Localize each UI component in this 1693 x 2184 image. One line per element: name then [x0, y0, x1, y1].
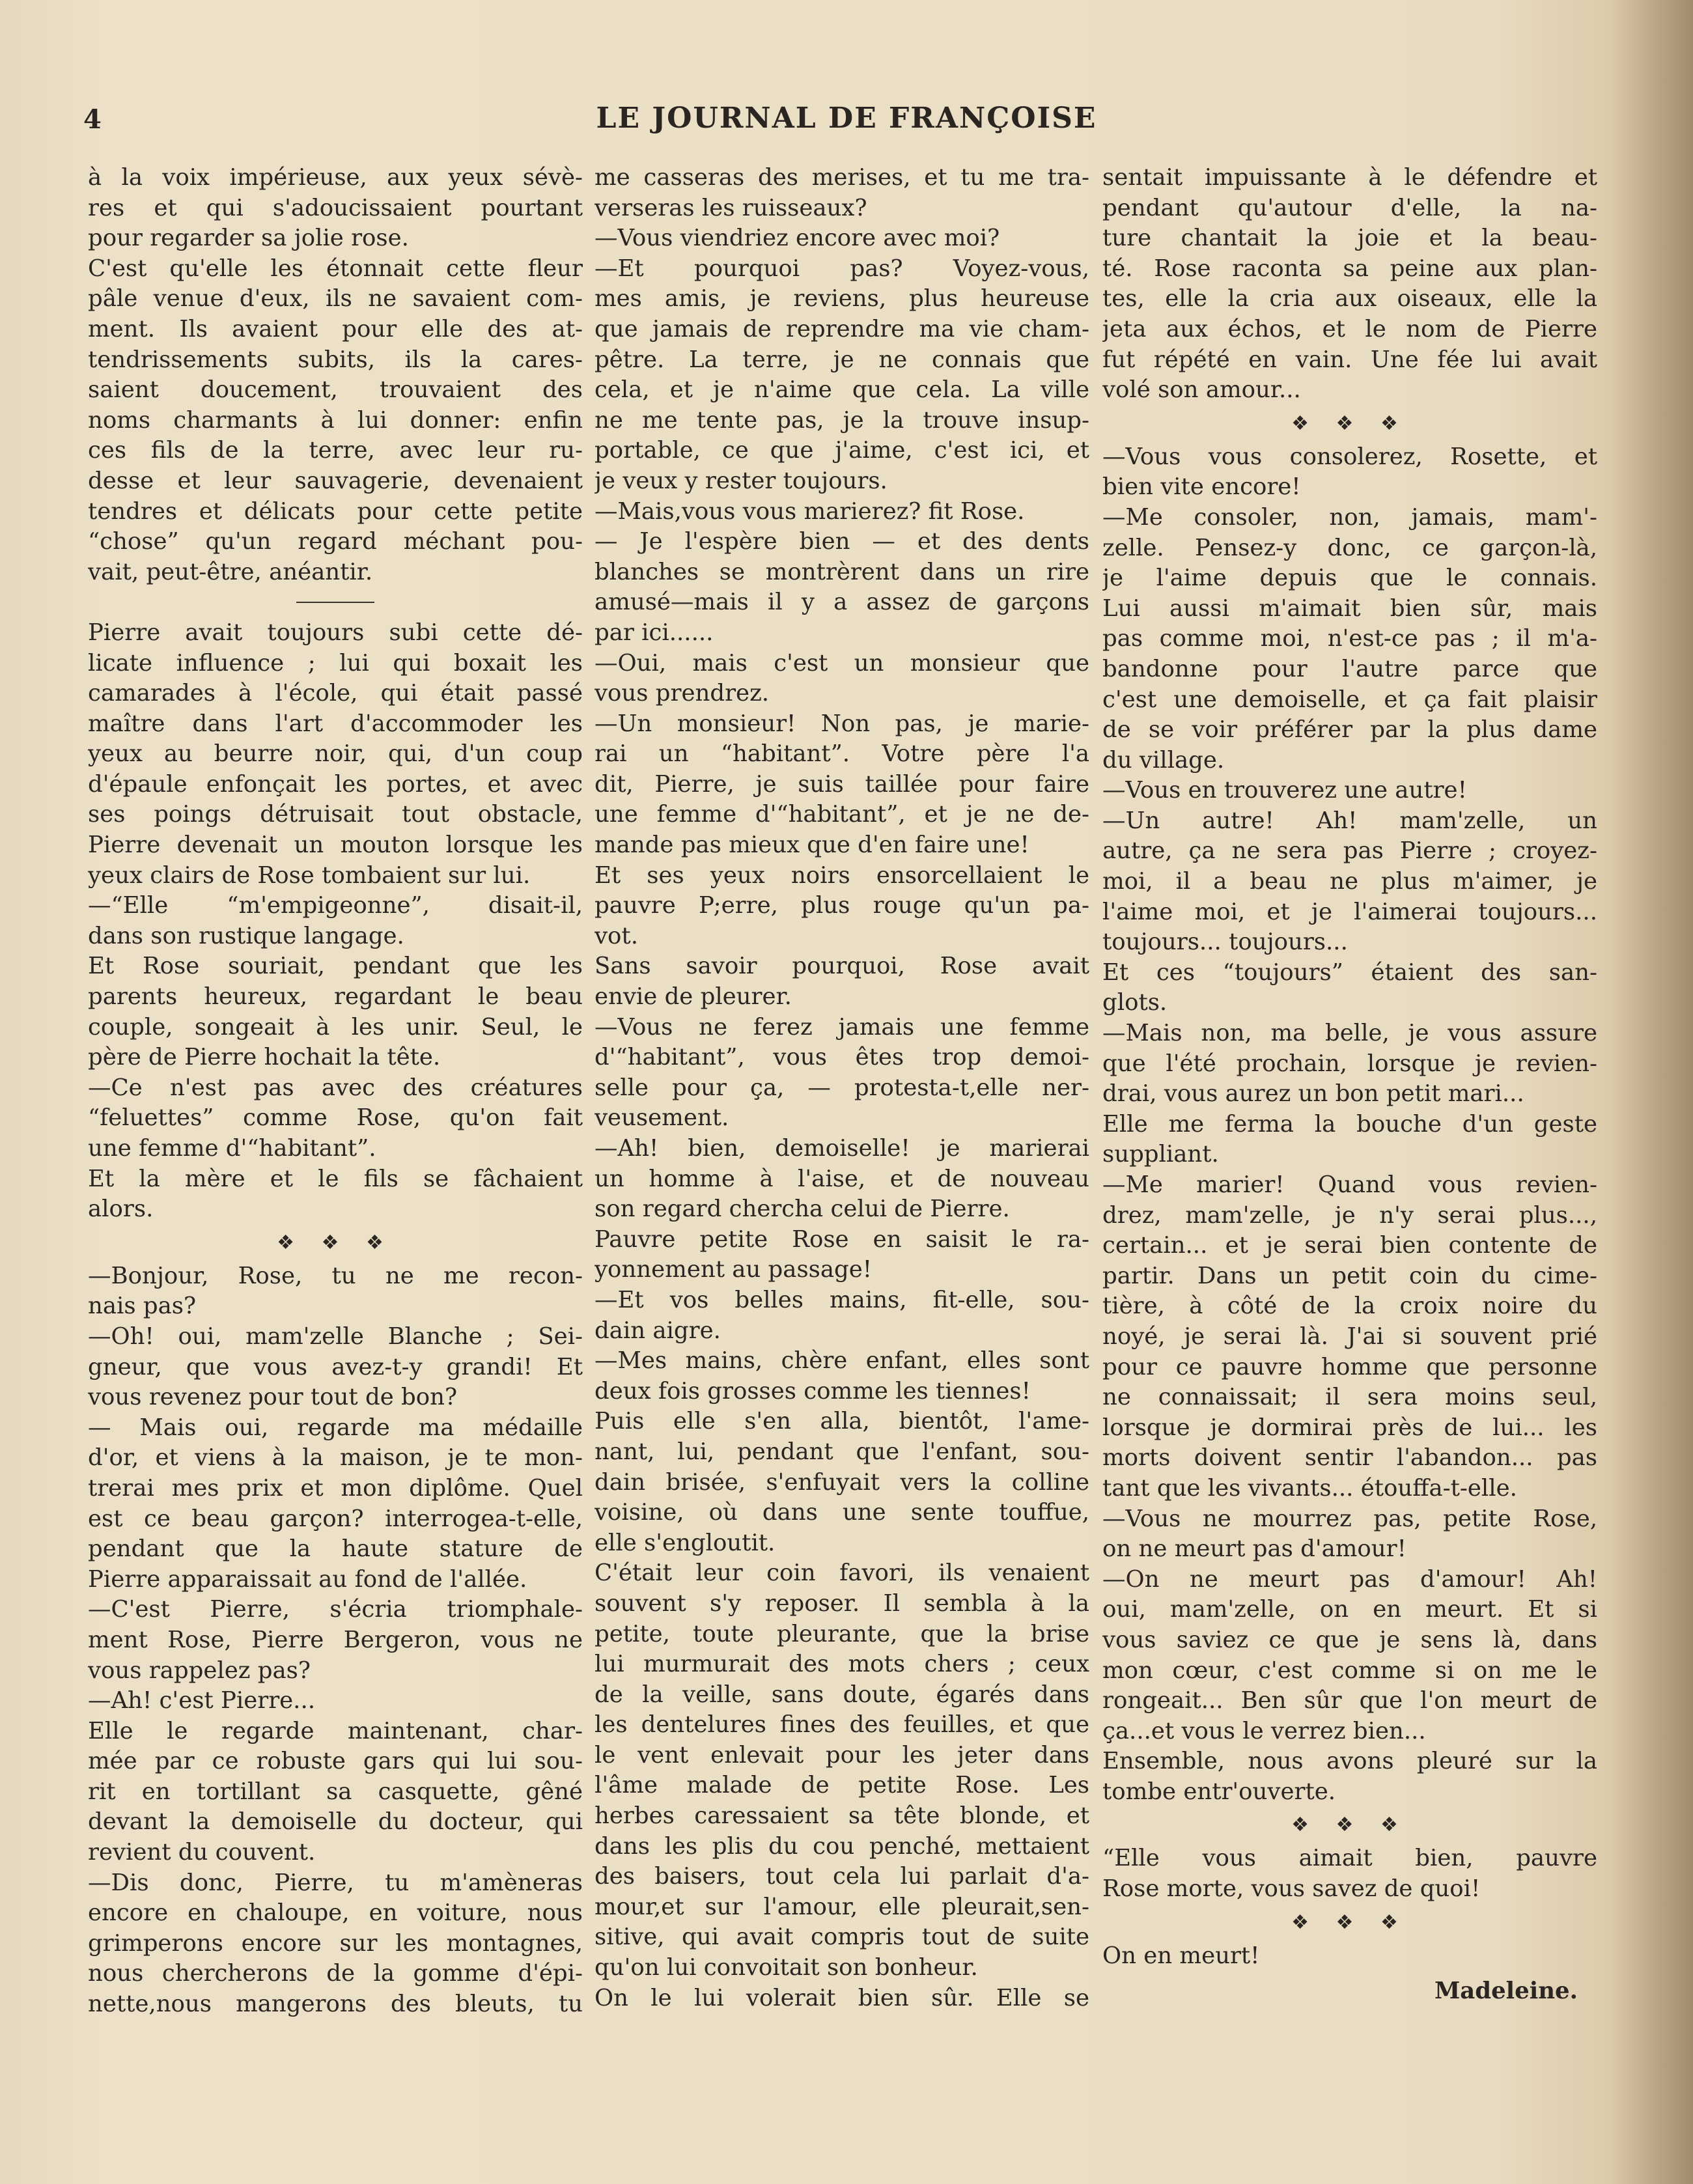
- text-line: du village.: [1102, 746, 1225, 774]
- text-line: l'âme malade de petite Rose. Les: [595, 1772, 1089, 1799]
- text-line: —Vous viendriez encore avec moi?: [595, 225, 1000, 252]
- text-line: amusé—mais il y a assez de garçons: [595, 589, 1089, 616]
- text-line: Et ces “toujours” étaient des san-: [1102, 959, 1597, 986]
- text-line: —Oh! oui, mam'zelle Blanche ; Sei-: [88, 1323, 583, 1350]
- text-line: pas comme moi, n'est-ce pas ; il m'a-: [1102, 625, 1597, 652]
- text-line: — Mais oui, regarde ma médaille: [88, 1414, 583, 1441]
- text-line: je l'aime depuis que le connais.: [1102, 565, 1597, 592]
- text-line: ça...et vous le verrez bien...: [1102, 1717, 1426, 1744]
- text-line: tombe entr'ouverte.: [1102, 1778, 1336, 1805]
- text-line: tendres et délicats pour cette petite: [88, 497, 583, 525]
- text-line: glots.: [1102, 989, 1168, 1016]
- text-line: je veux y rester toujours.: [595, 467, 888, 494]
- text-line: herbes caressaient sa tête blonde, et: [595, 1802, 1089, 1830]
- text-line: certain... et je serai bien contente de: [1102, 1232, 1597, 1259]
- text-line: encore en chaloupe, en voiture, nous: [88, 1899, 583, 1927]
- text-line: souvent s'y reposer. Il sembla à la: [595, 1589, 1089, 1617]
- text-line: noyé, je serai là. J'ai si souvent prié: [1102, 1323, 1597, 1350]
- text-line: de se voir préférer par la plus dame: [1102, 716, 1597, 744]
- text-line: pendant qu'autour d'elle, la na-: [1102, 194, 1597, 221]
- text-line: autre, ça ne sera pas Pierre ; croyez-: [1102, 837, 1597, 865]
- text-line: mour,et sur l'amour, elle pleurait,sen-: [595, 1893, 1089, 1920]
- page-number: 4: [83, 104, 102, 135]
- text-line: —Vous vous consolerez, Rosette, et: [1102, 443, 1597, 470]
- text-line: jeta aux échos, et le nom de Pierre: [1102, 315, 1597, 343]
- text-line: “Elle vous aimait bien, pauvre: [1102, 1845, 1597, 1872]
- text-line: saient doucement, trouvaient des: [88, 376, 583, 404]
- text-line: —Mais,vous vous marierez? fit Rose.: [595, 497, 1025, 525]
- text-line: “chose” qu'un regard méchant pou-: [88, 528, 583, 555]
- text-line: —Me marier! Quand vous revien-: [1102, 1171, 1597, 1198]
- text-line: l'aime moi, et je l'aimerai toujours...: [1102, 898, 1597, 925]
- text-line: toujours... toujours...: [1102, 929, 1348, 956]
- section-ornament: ❖ ❖ ❖: [1291, 1911, 1408, 1934]
- text-line: elle s'engloutit.: [595, 1529, 776, 1556]
- text-line: res et qui s'adoucissaient pourtant: [88, 194, 583, 221]
- text-line: nant, lui, pendant que l'enfant, sou-: [595, 1438, 1089, 1465]
- text-line: portable, ce que j'aime, c'est ici, et: [595, 437, 1089, 464]
- text-line: vous prendrez.: [595, 680, 770, 707]
- text-line: desse et leur sauvagerie, devenaient: [88, 467, 583, 494]
- text-line: Pierre apparaissait au fond de l'allée.: [88, 1565, 527, 1593]
- text-line: ne connaissait; il sera moins seul,: [1102, 1384, 1597, 1411]
- text-line: —C'est Pierre, s'écria triomphale-: [88, 1596, 583, 1623]
- author-signature: Madeleine.: [1434, 1978, 1578, 2005]
- text-line: pour ce pauvre homme que personne: [1102, 1353, 1597, 1380]
- text-line: nais pas?: [88, 1293, 197, 1320]
- text-line: bien vite encore!: [1102, 473, 1301, 501]
- text-line: père de Pierre hochait la tête.: [88, 1044, 441, 1071]
- text-line: devant la demoiselle du docteur, qui: [88, 1808, 583, 1836]
- text-line: C'est qu'elle les étonnait cette fleur: [88, 255, 583, 282]
- text-line: sitive, qui avait compris tout de suite: [595, 1924, 1089, 1951]
- text-line: yonnement au passage!: [595, 1256, 873, 1283]
- text-line: dans les plis du cou penché, mettaient: [595, 1832, 1089, 1860]
- text-line: —Ah! c'est Pierre...: [88, 1687, 316, 1715]
- text-line: qu'on lui convoitait son bonheur.: [595, 1954, 978, 1981]
- text-line: —Ah! bien, demoiselle! je marierai: [595, 1135, 1089, 1162]
- text-line: drai, vous aurez un bon petit mari...: [1102, 1080, 1524, 1108]
- text-line: oui, mam'zelle, on en meurt. Et si: [1102, 1596, 1597, 1623]
- text-line: tière, à côté de la croix noire du: [1102, 1293, 1597, 1320]
- text-line: vous rappelez pas?: [88, 1657, 311, 1684]
- text-line: nous chercherons de la gomme d'épi-: [88, 1960, 583, 1987]
- text-line: nette,nous mangerons des bleuts, tu: [88, 1991, 583, 2018]
- text-line: à la voix impérieuse, aux yeux sévè-: [88, 164, 583, 191]
- text-line: deux fois grosses comme les tiennes!: [595, 1377, 1031, 1405]
- text-line: c'est une demoiselle, et ça fait plaisir: [1102, 686, 1597, 713]
- text-line: —On ne meurt pas d'amour! Ah!: [1102, 1565, 1597, 1593]
- text-line: par ici......: [595, 619, 714, 646]
- text-line: ment. Ils avaient pour elle des at-: [88, 315, 583, 343]
- text-line: Pierre devenait un mouton lorsque les: [88, 832, 583, 859]
- text-line: dain brisée, s'enfuyait vers la colline: [595, 1468, 1089, 1496]
- text-line: blanches se montrèrent dans un rire: [595, 558, 1089, 585]
- section-ornament: ❖ ❖ ❖: [1291, 1813, 1408, 1837]
- text-line: trerai mes prix et mon diplôme. Quel: [88, 1474, 583, 1502]
- text-line: rit en tortillant sa casquette, gêné: [88, 1778, 583, 1805]
- text-line: yeux au beurre noir, qui, d'un coup: [88, 740, 583, 768]
- text-line: yeux clairs de Rose tombaient sur lui.: [88, 861, 531, 889]
- text-line: rongeait... Ben sûr que l'on meurt de: [1102, 1687, 1597, 1715]
- text-line: camarades à l'école, qui était passé: [88, 680, 583, 707]
- text-line: ment Rose, Pierre Bergeron, vous ne: [88, 1626, 583, 1653]
- text-line: Sans savoir pourquoi, Rose avait: [595, 953, 1089, 980]
- text-line: —Me consoler, non, jamais, mam'-: [1102, 503, 1597, 531]
- text-line: —Ce n'est pas avec des créatures: [88, 1074, 583, 1101]
- text-line: dit, Pierre, je suis taillée pour faire: [595, 770, 1089, 798]
- text-line: fut répété en vain. Une fée lui avait: [1102, 346, 1597, 373]
- text-line: tes, elle la cria aux oiseaux, elle la: [1102, 285, 1597, 313]
- text-line: les dentelures fines des feuilles, et que: [595, 1711, 1089, 1739]
- text-line: ses poings détruisait tout obstacle,: [88, 801, 583, 828]
- text-line: drez, mam'zelle, je n'y serai plus...,: [1102, 1201, 1597, 1229]
- text-line: mes amis, je reviens, plus heureuse: [595, 285, 1089, 313]
- text-line: noms charmants à lui donner: enfin: [88, 406, 583, 434]
- text-line: —Vous en trouverez une autre!: [1102, 777, 1467, 804]
- text-line: Lui aussi m'aimait bien sûr, mais: [1102, 595, 1597, 622]
- text-line: ne me tente pas, je la trouve insup-: [595, 406, 1089, 434]
- text-line: — Je l'espère bien — et des dents: [595, 528, 1089, 555]
- text-line: On le lui volerait bien sûr. Elle se: [595, 1984, 1089, 2011]
- text-line: Pauvre petite Rose en saisit le ra-: [595, 1225, 1089, 1253]
- text-line: moi, il a beau ne plus m'aimer, je: [1102, 868, 1597, 895]
- text-line: Rose morte, vous savez de quoi!: [1102, 1875, 1481, 1903]
- text-line: Puis elle s'en alla, bientôt, l'ame-: [595, 1408, 1089, 1435]
- text-line: une femme d'“habitant”, et je ne de-: [595, 801, 1089, 828]
- text-line: dain aigre.: [595, 1317, 721, 1344]
- text-line: gneur, que vous avez-t-y grandi! Et: [88, 1353, 583, 1380]
- text-line: mon cœur, c'est comme si on me le: [1102, 1657, 1597, 1684]
- text-line: —Un monsieur! Non pas, je marie-: [595, 710, 1089, 737]
- text-line: pendant que la haute stature de: [88, 1535, 583, 1563]
- text-line: Et Rose souriait, pendant que les: [88, 953, 583, 980]
- text-line: morts doivent sentir l'abandon... pas: [1102, 1444, 1597, 1472]
- text-line: est ce beau garçon? interrogea-t-elle,: [88, 1505, 583, 1532]
- text-line: —Vous ne ferez jamais une femme: [595, 1013, 1089, 1041]
- text-line: zelle. Pensez-y donc, ce garçon-là,: [1102, 534, 1597, 561]
- text-line: Et la mère et le fils se fâchaient: [88, 1165, 583, 1192]
- text-line: mée par ce robuste gars qui lui sou-: [88, 1748, 583, 1775]
- running-title: LE JOURNAL DE FRANÇOISE: [596, 102, 1097, 135]
- text-line: un homme à l'aise, et de nouveau: [595, 1165, 1089, 1192]
- text-line: tant que les vivants... étouffa-t-elle.: [1102, 1474, 1517, 1502]
- text-line: rai un “habitant”. Votre père l'a: [595, 740, 1089, 768]
- text-line: Elle le regarde maintenant, char-: [88, 1717, 583, 1744]
- text-line: —Mais non, ma belle, je vous assure: [1102, 1020, 1597, 1047]
- text-line: mande pas mieux que d'en faire une!: [595, 832, 1029, 859]
- text-line: bandonne pour l'autre parce que: [1102, 655, 1597, 682]
- section-ornament: ❖ ❖ ❖: [1291, 412, 1408, 435]
- text-line: le vent enlevait pour les jeter dans: [595, 1741, 1089, 1769]
- binding-shadow: [1608, 0, 1693, 2184]
- text-line: té. Rose raconta sa peine aux plan-: [1102, 255, 1597, 282]
- text-line: Et ses yeux noirs ensorcellaient le: [595, 861, 1089, 889]
- text-line: que l'été prochain, lorsque je revien-: [1102, 1050, 1597, 1077]
- text-line: maître dans l'art d'accommoder les: [88, 710, 583, 737]
- text-line: cela, et je n'aime que cela. La ville: [595, 376, 1089, 404]
- text-line: d'or, et viens à la maison, je te mon-: [88, 1444, 583, 1472]
- text-line: C'était leur coin favori, ils venaient: [595, 1560, 1089, 1587]
- text-line: voisine, où dans une sente touffue,: [595, 1499, 1089, 1526]
- text-column-3: [1102, 163, 1597, 2007]
- text-line: d'épaule enfonçait les portes, et avec: [88, 770, 583, 798]
- section-divider: [88, 587, 583, 618]
- text-line: dans son rustique langage.: [88, 922, 404, 949]
- text-line: —Mes mains, chère enfant, elles sont: [595, 1347, 1089, 1375]
- text-line: de la veille, sans doute, égarés dans: [595, 1681, 1089, 1708]
- text-line: parents heureux, regardant le beau: [88, 983, 583, 1011]
- text-line: ces fils de la terre, avec leur ru-: [88, 437, 583, 464]
- text-line: vait, peut-être, anéantir.: [88, 558, 373, 585]
- text-line: —Vous ne mourrez pas, petite Rose,: [1102, 1505, 1597, 1532]
- text-line: pâle venue d'eux, ils ne savaient com-: [88, 285, 583, 313]
- text-line: grimperons encore sur les montagnes,: [88, 1929, 583, 1957]
- text-line: On en meurt!: [1102, 1942, 1260, 1969]
- text-line: petite, toute pleurante, que la brise: [595, 1620, 1089, 1647]
- text-line: des baisers, tout cela lui parlait d'a-: [595, 1863, 1089, 1890]
- text-line: partir. Dans un petit coin du cime-: [1102, 1262, 1597, 1289]
- text-line: pour regarder sa jolie rose.: [88, 225, 409, 252]
- text-line: alors.: [88, 1196, 154, 1223]
- text-line: que jamais de reprendre ma vie cham-: [595, 315, 1089, 343]
- text-line: pauvre P;erre, plus rouge qu'un pa-: [595, 892, 1089, 919]
- text-line: —Bonjour, Rose, tu ne me recon-: [88, 1262, 583, 1289]
- text-line: sentait impuissante à le défendre et: [1102, 164, 1597, 191]
- text-line: couple, songeait à les unir. Seul, le: [88, 1013, 583, 1041]
- text-line: tendrissements subits, ils la cares-: [88, 346, 583, 373]
- text-line: lui murmurait des mots chers ; ceux: [595, 1651, 1089, 1678]
- text-line: licate influence ; lui qui boxait les: [88, 649, 583, 677]
- text-line: —Oui, mais c'est un monsieur que: [595, 649, 1089, 677]
- text-line: d'“habitant”, vous êtes trop demoi-: [595, 1044, 1089, 1071]
- text-line: volé son amour...: [1102, 376, 1301, 404]
- text-line: verseras les ruisseaux?: [595, 194, 867, 221]
- text-line: vot.: [595, 922, 638, 949]
- text-line: une femme d'“habitant”.: [88, 1135, 376, 1162]
- text-line: Elle me ferma la bouche d'un geste: [1102, 1110, 1597, 1138]
- text-line: selle pour ça, — protesta-t,elle ner-: [595, 1074, 1089, 1101]
- text-line: vous saviez ce que je sens là, dans: [1102, 1626, 1597, 1653]
- text-line: veusement.: [595, 1104, 729, 1132]
- text-column-2: [595, 163, 1089, 2013]
- text-line: ture chantait la joie et la beau-: [1102, 225, 1597, 252]
- text-line: —Un autre! Ah! mam'zelle, un: [1102, 807, 1597, 834]
- text-line: son regard chercha celui de Pierre.: [595, 1196, 1010, 1223]
- text-line: —“Elle “m'empigeonne”, disait-il,: [88, 892, 583, 919]
- text-line: Pierre avait toujours subi cette dé-: [88, 619, 583, 646]
- text-line: —Et vos belles mains, fit-elle, sou-: [595, 1286, 1089, 1313]
- text-line: suppliant.: [1102, 1141, 1219, 1168]
- text-line: pêtre. La terre, je ne connais que: [595, 346, 1089, 373]
- text-line: “feluettes” comme Rose, qu'on fait: [88, 1104, 583, 1132]
- section-ornament: ❖ ❖ ❖: [277, 1231, 394, 1254]
- text-line: lorsque je dormirai près de lui... les: [1102, 1414, 1597, 1441]
- text-line: —Et pourquoi pas? Voyez-vous,: [595, 255, 1089, 282]
- text-column-1: [88, 163, 583, 2020]
- text-line: vous revenez pour tout de bon?: [88, 1384, 457, 1411]
- text-line: revient du couvent.: [88, 1839, 316, 1866]
- text-line: me casseras des merises, et tu me tra-: [595, 164, 1089, 191]
- text-line: envie de pleurer.: [595, 983, 792, 1011]
- text-line: —Dis donc, Pierre, tu m'amèneras: [88, 1869, 583, 1896]
- text-line: on ne meurt pas d'amour!: [1102, 1535, 1406, 1563]
- text-line: Ensemble, nous avons pleuré sur la: [1102, 1748, 1597, 1775]
